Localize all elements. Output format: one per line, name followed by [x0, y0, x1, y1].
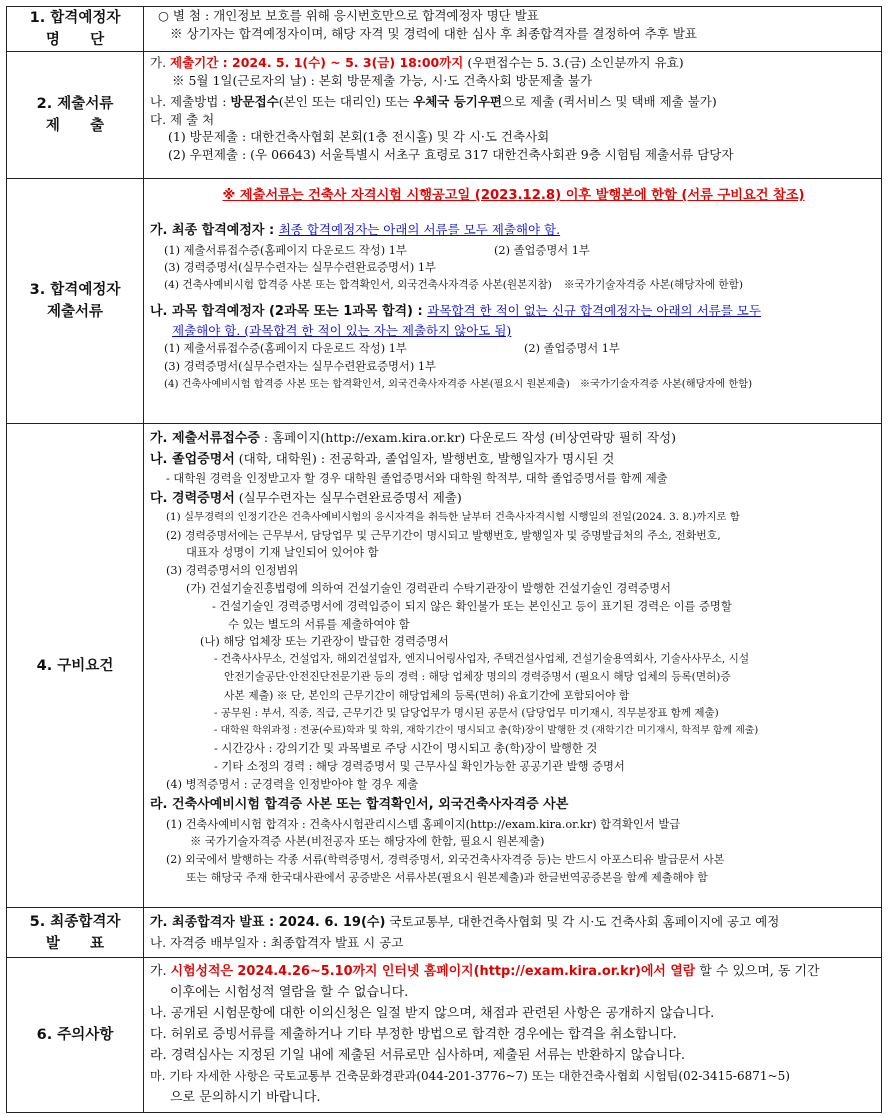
- text-span: ※국가기술자격증 사본(해당자에 한함): [563, 279, 744, 292]
- score-highlight: 시험성적은 2024.4.26~5.10까지 인터넷 홈페이지(http://exam.kira.or.kr)에서 열람: [170, 964, 696, 979]
- text-span: 가. 제출서류접수증: [150, 431, 260, 446]
- label-line: 제 출: [45, 118, 105, 134]
- text-span: 나. 졸업증명서: [150, 452, 235, 467]
- text-line: (3) 경력증명서(실무수련자는 실무수련완료증명서) 1부: [164, 359, 436, 373]
- list-item: [150, 242, 877, 260]
- row-label: [7, 424, 144, 908]
- label-line: 제출서류: [46, 304, 104, 320]
- text-span: 과목합격 한 적이 없는 신규 합격예정자는 아래의 서류를 모두: [427, 302, 761, 318]
- issue-date-notice: ※ 제출서류는 건축사 자격시험 시행공고일 (2023.12.8) 이후 발행본에 한함 (서류 구비요건 참조): [222, 188, 805, 203]
- list-item: [150, 277, 877, 295]
- label-line: 1. 합격예정자: [29, 10, 121, 26]
- text-line: (2) 경력증명서에는 근무부서, 담당업무 및 근무기간이 명시되고 발행번호, 발행일자 및 증명발급처의 주소, 전화번호,: [166, 528, 721, 542]
- text-line: (1) 방문제출 : 대한건축사협회 본회(1층 전시홀) 및 각 시·도 건축사회: [168, 129, 550, 145]
- row-content: [144, 52, 882, 179]
- text-span: 가.: [150, 964, 171, 979]
- text-span: (1) 제출서류접수증(홈페이지 다운로드 작성) 1부: [164, 243, 407, 257]
- row-submission: [7, 52, 882, 179]
- text-line: (1) 건축사예비시험 합격자 : 건축사시험관리시스템 홈페이지(http://exam.kira.or.kr) 합격확인서 발급: [166, 817, 681, 831]
- text-line: 제출해야 함. (과목합격 한 적이 있는 자는 제출하지 않아도 됨): [172, 322, 512, 338]
- submission-period: [150, 54, 877, 72]
- text-line: (1) 실무경력의 인정기간은 건축사예비시험의 응시자격을 취득한 날부터 건축사자격시험 시행일의 전일(2024. 3. 8.)까지로 함: [166, 510, 740, 523]
- text-span: 방문접수: [230, 94, 279, 110]
- text-line: 대표자 성명이 기재 날인되어 있어야 함: [186, 546, 379, 560]
- row-label: [7, 958, 144, 1113]
- text-line: ※ 5월 1일(근로자의 날) : 본회 방문제출 가능, 시·도 건축사회 방문제출 불가: [172, 72, 593, 88]
- text-span: (4) 건축사예비시험 합격증 사본 또는 합격확인서, 외국건축사자격증 사본(필요시 원본제출): [164, 378, 570, 390]
- text-span: 우체국 등기우편: [413, 94, 503, 110]
- period-highlight: 제출기간 : 2024. 5. 1(수) ~ 5. 3(금) 18:00까지: [170, 55, 464, 70]
- row-content: [144, 424, 882, 908]
- text-line: 또는 해당국 주재 한국대사관에서 공증받은 서류사본(필요시 원본제출)과 한글번역공증본을 함께 제출해야 함: [186, 870, 708, 884]
- text-span: 나. 과목 합격예정자 (2과목 또는 1과목 합격) :: [150, 303, 428, 319]
- text-span: (2) 졸업증명서 1부: [524, 341, 620, 355]
- text-line: ※ 국가기술자격증 사본(비전공자 또는 해당자에 한함, 필요시 원본제출): [190, 835, 545, 849]
- text-span: 가.: [150, 55, 171, 70]
- text-line: (4) 병적증명서 : 군경력을 인정받아야 할 경우 제출: [166, 777, 419, 791]
- row-label: [7, 179, 144, 424]
- subject-candidate-heading: [150, 301, 877, 322]
- text-line: - 대학원 경력을 인정받고자 할 경우 대학원 졸업증명서와 대학원 학적부, 대학 졸업증명서를 함께 제출: [166, 472, 668, 485]
- text-span: (4) 건축사예비시험 합격증 사본 또는 합격확인서, 외국건축사자격증 사본(원본지참): [164, 279, 552, 292]
- text-line: 나. 자격증 배부일자 : 최종합격자 발표 시 공고: [150, 935, 404, 950]
- section-na: [150, 449, 877, 470]
- text-line: (2) 외국에서 발행하는 각종 서류(학력증명서, 경력증명서, 외국건축사자격증 등)는 반드시 아포스티유 발급문서 사본: [166, 853, 725, 867]
- label-line: 6. 주의사항: [36, 1027, 114, 1043]
- row-content: [144, 908, 882, 958]
- text-line: 사본 제출) ※ 단, 본인의 근무기간이 해당업체의 등록(면허) 유효기간에 포함되어야 함: [224, 688, 630, 702]
- label-line: 명 단: [45, 32, 105, 48]
- text-line: 이후에는 시험성적 열람을 할 수 없습니다.: [170, 985, 409, 1000]
- text-line: 으로 문의하시기 바랍니다.: [170, 1090, 321, 1105]
- text-span: (실무수련자는 실무수련완료증명서 제출): [234, 489, 462, 505]
- label-line: 5. 최종합격자: [29, 913, 121, 930]
- text-line: 라. 경력심사는 지정된 기일 내에 제출된 서류로만 심사하며, 제출된 서류는 반환하지 않습니다.: [150, 1048, 686, 1063]
- text-line: - 기타 소정의 경력 : 해당 경력증명서 및 근무사실 확인가능한 공공기관 발행 증명서: [214, 759, 625, 773]
- row-content: [144, 958, 882, 1113]
- row-content: [144, 179, 882, 424]
- text-span: (1) 제출서류접수증(홈페이지 다운로드 작성) 1부: [164, 341, 407, 355]
- text-line: (나) 해당 업체장 또는 기관장이 발급한 경력증명서: [200, 635, 449, 649]
- row-requirements: [7, 424, 882, 908]
- text-line: 다. 제 출 처: [150, 111, 215, 127]
- text-line: (가) 건설기술진흥법령에 의하여 건설기술인 경력관리 수탁기관장이 발행한 건설기술인 경력증명서: [186, 581, 671, 595]
- row-label: [7, 908, 144, 958]
- section-da: [150, 488, 877, 509]
- text-span: 가. 최종 합격예정자 :: [150, 222, 279, 238]
- text-span: (대학, 대학원) : 전공학과, 졸업일자, 발행번호, 발행일자가 명시된 것: [234, 451, 615, 466]
- text-span: ※국가기술자격증 사본(해당자에 한함): [579, 378, 753, 390]
- text-line: - 건설기술인 경력증명서에 경력입증이 되지 않은 확인불가 또는 본인신고 등이 표기된 경력은 이를 증명할: [212, 599, 732, 613]
- label-line: 4. 구비요건: [36, 657, 114, 674]
- text-line: 다. 허위로 증빙서류를 제출하거나 기타 부정한 방법으로 합격한 경우에는 합격을 취소합니다.: [150, 1027, 677, 1042]
- row-cautions: [7, 958, 882, 1113]
- label-line: 발 표: [45, 935, 105, 952]
- text-span: : 홈페이지(http://exam.kira.or.kr) 다운로드 작성 (비상연락망 필히 작성): [259, 430, 676, 445]
- label-line: 2. 제출서류: [36, 96, 114, 112]
- row-final-announcement: [7, 908, 882, 958]
- section-ra: 라. 건축사예비시험 합격증 사본 또는 합격확인서, 외국건축사자격증 사본: [150, 796, 569, 812]
- text-span: 최종 합격예정자는 아래의 서류를 모두 제출해야 함.: [278, 221, 561, 237]
- list-item: [150, 340, 877, 358]
- text-line: 나. 공개된 시험문항에 대한 이의신청은 일절 받지 않으며, 채점과 관련된 사항은 공개하지 않습니다.: [150, 1006, 715, 1021]
- text-line: - 건축사사무소, 건설업자, 해외건설업자, 엔지니어링사업자, 주택건설사업체, 건설기술용역회사, 기술사사무소, 시설: [214, 653, 750, 666]
- submission-method: [150, 93, 877, 111]
- text-line: (3) 경력증명서(실무수련자는 실무수련완료증명서) 1부: [164, 261, 436, 275]
- text-line: - 대학원 학위과정 : 전공(수료)학과 및 학위, 재학기간이 명시되고 총(학)장이 발행한 것 (재학기간 미기재시, 학적부 함께 제출): [214, 725, 759, 737]
- text-line: ○ 별 첨 : 개인정보 보호를 위해 응시번호만으로 합격예정자 명단 발표: [158, 8, 539, 23]
- section-ga: [150, 428, 877, 449]
- text-span: (우편접수는 5. 3.(금) 소인분까지 유효): [463, 55, 684, 70]
- row-label: [7, 7, 144, 52]
- text-span: 다. 경력증명서: [150, 490, 235, 506]
- row-label: [7, 52, 144, 179]
- text-line: (2) 우편제출 : (우 06643) 서울특별시 서초구 효령로 317 대한건축사회관 9층 시험팀 제출서류 담당자: [168, 146, 734, 162]
- label-line: 3. 합격예정자: [29, 282, 121, 298]
- text-line: (3) 경력증명서의 인정범위: [166, 564, 299, 578]
- score-notice: [150, 962, 877, 982]
- text-line: 안전기술공단·안전진단전문기관 등의 경력 : 해당 업체장 명의의 경력증명서 (필요시 해당 업체의 등록(면허)증: [224, 670, 731, 683]
- row-pass-list: [7, 7, 882, 52]
- text-span: (2) 졸업증명서 1부: [494, 243, 590, 257]
- row-required-docs: [7, 179, 882, 424]
- text-span: 가. 최종합격자 발표 : 2024. 6. 19(수): [150, 915, 386, 930]
- text-span: (본인 또는 대리인) 또는: [278, 94, 414, 110]
- text-span: 국토교통부, 대한건축사협회 및 각 시·도 건축사회 홈페이지에 공고 예정: [385, 914, 780, 929]
- text-span: 나. 제출방법 :: [150, 94, 231, 110]
- announcement-date: [150, 912, 877, 933]
- row-content: [144, 7, 882, 52]
- text-line: 마. 기타 자세한 사항은 국토교통부 건축문화경관과(044-201-3776~7) 또는 대한건축사협회 시험팀(02-3415-6871~5): [150, 1069, 790, 1083]
- text-line: ※ 상기자는 합격예정자이며, 해당 자격 및 경력에 대한 심사 후 최종합격자를 결정하여 추후 발표: [170, 25, 697, 41]
- final-candidate-heading: [150, 219, 877, 242]
- text-line: - 공무원 : 부서, 직종, 직급, 근무기간 및 담당업무가 명시된 공문서 (담당업무 미기재시, 직무분장표 함께 제출): [214, 706, 719, 719]
- list-item: [150, 376, 877, 394]
- text-span: 으로 제출 (퀵서비스 및 택배 제출 불가): [502, 94, 717, 110]
- text-line: 수 있는 별도의 서류를 제출하여야 함: [228, 617, 410, 631]
- text-span: 할 수 있으며, 동 기간: [695, 964, 820, 979]
- notice-table: [6, 6, 882, 1113]
- text-line: - 시간강사 : 강의기간 및 과목별로 주당 시간이 명시되고 총(학)장이 발행한 것: [214, 742, 598, 756]
